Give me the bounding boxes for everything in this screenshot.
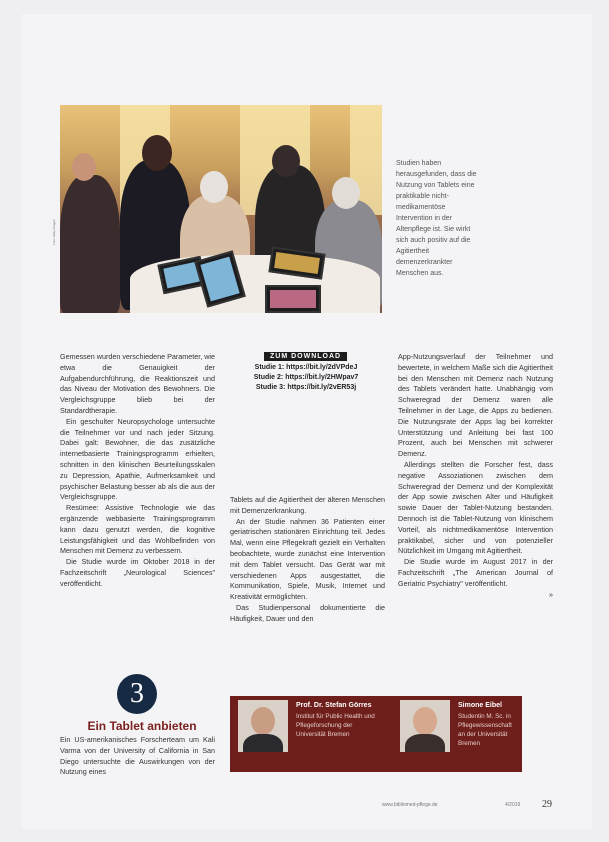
column-3 xyxy=(398,352,553,600)
paragraph: Die Studie wurde im August 2017 in der Fachzeitschrift „The American Journal of Geriatric Psychiatry" veröffentlicht. xyxy=(398,557,553,588)
expert-name: Prof. Dr. Stefan Görres xyxy=(296,702,372,709)
paragraph: Allerdings stellten die Forscher fest, dass negative Assoziationen zwischen dem Schweregrad der Demenz und der Komplexität der App sowie zwischen Alter und Häufigkeit sowie Dauer der Tablet-Nutzung bestanden. Dennoch ist die Tablet-Nutzung von klinischem Vorteil, als nichtmedikamentöse Intervention praktikabel, sicher und von potenzieller Nützlichkeit im Umgang mit Agitiertheit. xyxy=(398,459,553,556)
experts-box xyxy=(230,696,522,772)
expert-role: Studentin M. Sc. in Pflegewissenschaft an der Universität Bremen xyxy=(458,713,512,747)
study-3-link[interactable]: Studie 3: https://bit.ly/2vER53j xyxy=(255,384,357,391)
photo-credit: Foto: Getty Images xyxy=(52,219,56,245)
paragraph: Ein geschulter Neuropsychologe untersuchte die Teilnehmer vor und nach jeder Sitzung. Dabei galt: Bewohner, die das zusätzliche internetbasierte Trainingsprogramm erhielten, schnitten in den klinischen Beurteilungsskalen zu Depression, Apathie, Aufmerksamkeit und psychischer Belastung besser ab als die aus der Vergleichsgruppe. xyxy=(60,416,215,502)
paragraph: Resümee: Assistive Technologie wie das ergänzende webbasierte Trainingsprogramm kann dazu genutzt werden, die kognitive Leistungsfähigkeit und das Wohlbefinden von Menschen mit Demenz zu verbessern. xyxy=(60,503,215,556)
column-2 xyxy=(230,495,385,625)
article-photo xyxy=(60,105,382,313)
paragraph: Ein US-amerikanisches Forscherteam um Kali Varma von der University of California in San Diego untersuchte die Auswirkungen von der Nutzung eines xyxy=(60,735,215,777)
paragraph: Tablets auf die Agitiertheit der älteren Menschen mit Demenzerkrankung. xyxy=(230,495,385,515)
paragraph: Das Studienpersonal dokumentierte die Häufigkeit, Dauer und den xyxy=(230,602,385,623)
avatar xyxy=(400,700,450,752)
expert-name: Simone Eibel xyxy=(458,702,502,709)
study-1-link[interactable]: Studie 1: https://bit.ly/2dVPdeJ xyxy=(254,364,358,371)
photo-caption: Studien haben herausgefunden, dass die Nutzung von Tablets eine praktikable nicht-medikamentöse Intervention in der Altenpflege ist. Sie wirkt sich auch positiv auf die Agitiertheit demenzerkrankter Menschen aus. xyxy=(396,160,477,277)
paragraph: Die Studie wurde im Oktober 2018 in der Fachzeitschrift „Neurological Sciences" veröffentlicht. xyxy=(60,557,215,588)
paragraph: Gemessen wurden verschiedene Parameter, wie etwa die Genauigkeit der Aufgabendurchführung, die Reaktionszeit und das Niveau der Motivation des Bewohners. Die Vergleichsgruppe blieb bei der Standardtherapie. xyxy=(60,352,216,415)
section-title: Ein Tablet anbieten xyxy=(87,719,197,733)
expert-role: Institut für Public Health und Pflegeforschung der Universität Bremen xyxy=(296,713,375,738)
footer-date: 4/2019 xyxy=(505,802,521,808)
study-2-link[interactable]: Studie 2: https://bit.ly/2HWpav7 xyxy=(253,374,359,381)
download-list xyxy=(242,363,370,393)
section-3-text xyxy=(60,735,215,778)
download-badge: ZUM DOWNLOAD xyxy=(264,352,347,361)
paragraph: App-Nutzungsverlauf der Teilnehmer und bewertete, in welchem Maße sich die Agitiertheit bei den Menschen mit Demenz nach Nutzung des Tablets verändert hatte. Unabhängig vom Schweregrad der Demenz waren alle Teilnehmer in der Lage, die Apps zu bedienen. Die Nutzungsrate der Apps lag bei korrekter Unterstützung und Anleitung bei fast 100 Prozent, auch bei Menschen mit schwerer Demenz. xyxy=(398,352,553,459)
end-mark: » xyxy=(549,589,553,599)
footer-url[interactable]: www.bibliomed-pflege.de xyxy=(382,802,438,808)
page-number: 29 xyxy=(542,799,552,810)
column-1 xyxy=(60,352,215,590)
paragraph: An der Studie nahmen 36 Patienten einer geriatrischen stationären Einrichtung teil. Jedes Mal, wenn eine Pflegekraft gezielt ein Verhalten beobachtete, wurde zunächst eine Intervention mit dem Tablet versucht. Das Gerät war mit verschiedenen Apps ausgestattet, die Kommunikation, Spiele, Musik, Internet und Kreativität ermöglichten. xyxy=(230,516,385,602)
section-number: 3 xyxy=(117,674,157,714)
avatar xyxy=(238,700,288,752)
